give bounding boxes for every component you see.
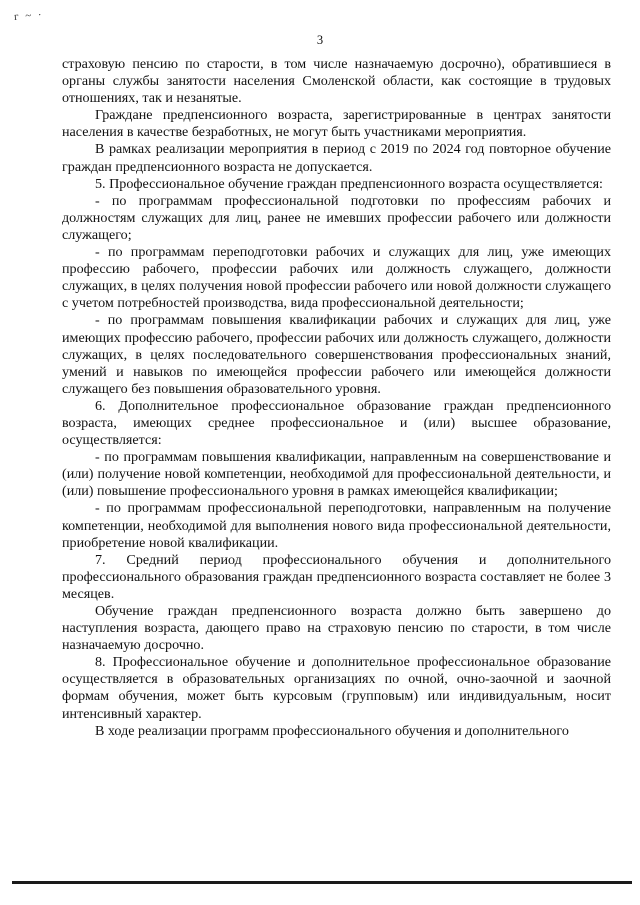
scan-mark: г ~ ·: [13, 8, 45, 24]
paragraph-7: - по программам повышения квалификации рабочих и служащих для лиц, уже имеющих профессию рабочего, профессии рабочих или должность служащего, должности служащих, в целях последовательного совершенствования профессиональных знаний, умений и навыков по имеющейся профессии рабочего или имеющейся должности служащего без повышения образовательного уровня.: [62, 312, 611, 397]
scan-bottom-edge: [12, 881, 632, 884]
paragraph-9: - по программам повышения квалификации, направленным на совершенствование и (или) получение новой компетенции, необходимой для профессиональной деятельности, и (или) повышение профессионального уровня в рамках имеющейся квалификации;: [62, 449, 611, 500]
paragraph-3: В рамках реализации мероприятия в период с 2019 по 2024 год повторное обучение граждан предпенсионного возраста не допускается.: [62, 141, 611, 175]
paragraph-1: страховую пенсию по старости, в том числе назначаемую досрочно), обратившиеся в органы службы занятости населения Смоленской области, как состоящие в трудовых отношениях, так и незанятые.: [62, 56, 611, 107]
paragraph-12: Обучение граждан предпенсионного возраста должно быть завершено до наступления возраста, дающего право на страховую пенсию по старости, в том числе назначаемую досрочно.: [62, 603, 611, 654]
page-number: 3: [316, 33, 324, 47]
paragraph-13: 8. Профессиональное обучение и дополнительное профессиональное образование осуществляется в образовательных организациях по очной, очно-заочной и заочной формам обучения, может быть курсовым (групповым) или индивидуальным, носит интенсивный характер.: [62, 654, 611, 722]
paragraph-14: В ходе реализации программ профессионального обучения и дополнительного: [95, 722, 569, 739]
paragraph-2: Граждане предпенсионного возраста, зарегистрированные в центрах занятости населения в качестве безработных, не могут быть участниками мероприятия.: [62, 107, 611, 141]
paragraph-6: - по программам переподготовки рабочих и служащих для лиц, уже имеющих профессию рабочего, профессии рабочих или должность служащего, должности служащих, в целях получения новой профессии рабочего или новой должности служащего с учетом потребностей производства, вида профессиональной деятельности;: [62, 244, 611, 312]
paragraph-8: 6. Дополнительное профессиональное образование граждан предпенсионного возраста, имеющих среднее профессиональное и (или) высшее образование, осуществляется:: [62, 397, 611, 449]
paragraph-5: - по программам профессиональной подготовки по профессиям рабочих и должностям служащих для лиц, ранее не имевших профессии рабочего или должности служащего;: [62, 192, 611, 243]
document-body: [62, 56, 611, 740]
paragraph-11: 7. Средний период профессионального обучения и дополнительного профессионального образования граждан предпенсионного возраста составляет не более 3 месяцев.: [62, 551, 611, 602]
paragraph-4: 5. Профессиональное обучение граждан предпенсионного возраста осуществляется:: [95, 175, 603, 192]
paragraph-10: - по программам профессиональной переподготовки, направленным на получение компетенции, необходимой для выполнения нового вида профессиональной деятельности, приобретение новой квалификации.: [62, 500, 611, 551]
